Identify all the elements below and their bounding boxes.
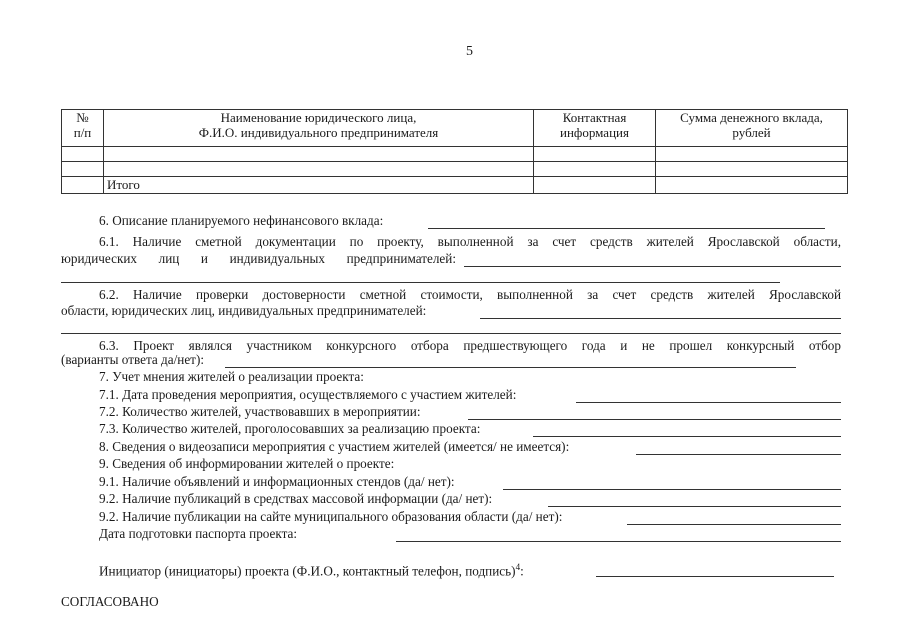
item-7-label: 7. Учет мнения жителей о реализации проекта: <box>99 369 364 384</box>
page-number: 5 <box>466 44 473 59</box>
item-6-1-fill-line-2[interactable] <box>61 282 780 283</box>
passport-date-fill-line[interactable] <box>396 541 841 542</box>
item-6-2-fill-line-2[interactable] <box>61 333 841 334</box>
table-total-row <box>62 177 848 194</box>
col-header-number: № п/п <box>62 110 104 147</box>
item-9-2-media-fill-line[interactable] <box>548 506 841 507</box>
item-8-fill-line[interactable] <box>636 454 841 455</box>
item-6-3-label: 6.3. Проект являлся участником конкурсного отбора предшествующего года и не прошел конкурсный отбор <box>99 338 841 353</box>
table-row <box>62 147 848 162</box>
col-header-name: Наименование юридического лица, Ф.И.О. индивидуального предпринимателя <box>104 110 534 147</box>
table-header-row <box>62 110 848 147</box>
item-7-2-fill-line[interactable] <box>468 419 841 420</box>
passport-date-label: Дата подготовки паспорта проекта: <box>99 526 298 541</box>
item-6-label: 6. Описание планируемого нефинансового вклада: <box>99 213 384 228</box>
item-7-3-label: 7.3. Количество жителей, проголосовавших за реализацию проекта: <box>99 421 481 436</box>
table-row <box>62 162 848 177</box>
item-6-1-fill-line[interactable] <box>464 266 841 267</box>
item-7-1-label: 7.1. Дата проведения мероприятия, осуществляемого с участием жителей: <box>99 387 517 402</box>
item-9-2-site-fill-line[interactable] <box>627 524 841 525</box>
col-header-contact: Контактная информация <box>534 110 656 147</box>
item-6-2-label-cont: области, юридических лиц, индивидуальных предпринимателей: <box>61 303 427 318</box>
item-7-3-fill-line[interactable] <box>533 436 841 437</box>
item-6-3-label-cont: (варианты ответа да/нет): <box>61 352 204 367</box>
item-8-label: 8. Сведения о видеозаписи мероприятия с участием жителей (имеется/ не имеется): <box>99 439 570 454</box>
item-6-1-label: 6.1. Наличие сметной документации по проекту, выполненной за счет средств жителей Ярославской области, <box>99 234 841 249</box>
item-7-1-fill-line[interactable] <box>576 402 841 403</box>
col-header-amount: Сумма денежного вклада, рублей <box>656 110 848 147</box>
item-6-3-fill-line[interactable] <box>225 367 796 368</box>
item-9-1-fill-line[interactable] <box>503 489 841 490</box>
item-6-1-label-cont: юридических лиц и индивидуальных предпринимателей: <box>61 251 456 266</box>
item-6-fill-line[interactable] <box>428 228 825 229</box>
item-6-2-fill-line[interactable] <box>480 318 841 319</box>
initiator-label: Инициатор (инициаторы) проекта (Ф.И.О., контактный телефон, подпись)$^4$: <box>99 562 524 579</box>
item-6-2-label: 6.2. Наличие проверки достоверности сметной стоимости, выполненной за счет средств жителей Ярославской <box>99 287 841 302</box>
total-label: Итого <box>104 177 534 194</box>
contributors-table <box>61 109 848 194</box>
item-9-label: 9. Сведения об информировании жителей о проекте: <box>99 456 395 471</box>
item-9-2-media-label: 9.2. Наличие публикаций в средствах массовой информации (да/ нет): <box>99 491 493 506</box>
initiator-fill-line[interactable] <box>596 576 834 577</box>
agreed-label: СОГЛАСОВАНО <box>61 594 159 609</box>
footnote-ref: 4 <box>515 562 521 572</box>
item-9-1-label: 9.1. Наличие объявлений и информационных стендов (да/ нет): <box>99 474 455 489</box>
item-9-2-site-label: 9.2. Наличие публикации на сайте муниципального образования области (да/ нет): <box>99 509 563 524</box>
item-7-2-label: 7.2. Количество жителей, участвовавших в мероприятии: <box>99 404 421 419</box>
